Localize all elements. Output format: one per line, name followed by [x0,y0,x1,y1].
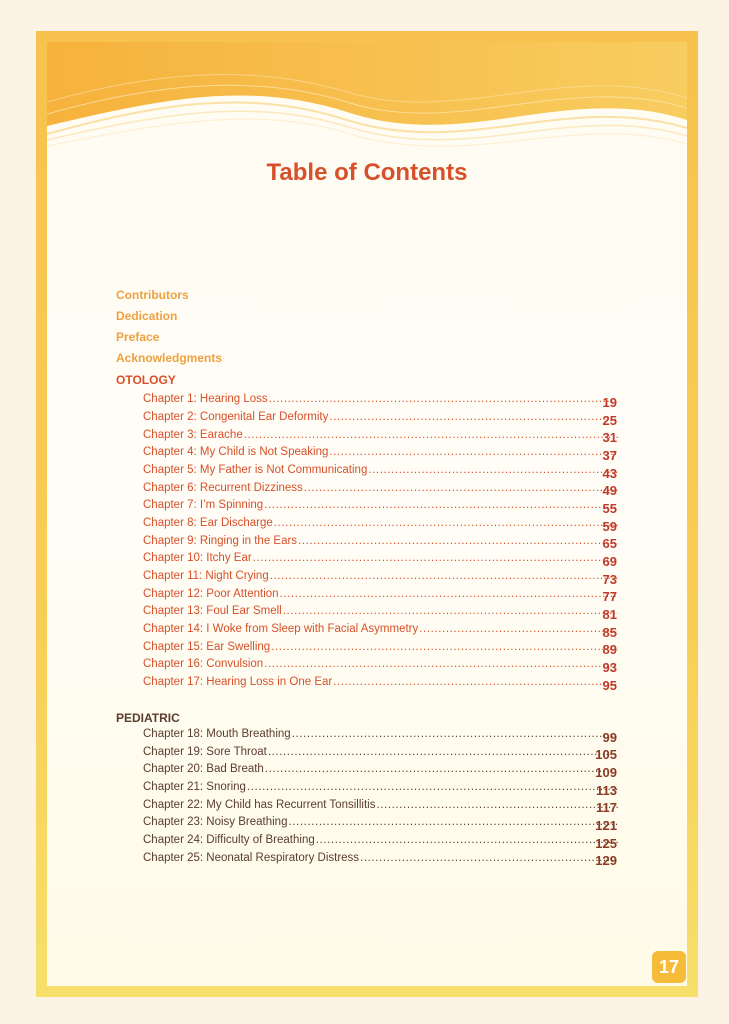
toc-entry-page: 69 [602,554,617,569]
leader-dots [316,834,618,846]
toc-entry-page: 113 [596,783,617,798]
toc-entry-label: Chapter 21: Snoring [143,781,246,793]
toc-entry-page: 65 [602,536,617,551]
leader-dots [329,446,618,458]
toc-entry-label: Chapter 17: Hearing Loss in One Ear [143,676,333,688]
toc-entry-label: Chapter 8: Ear Discharge [143,517,273,529]
toc-entry-label: Chapter 15: Ear Swelling [143,641,271,653]
toc-entry[interactable] [143,816,618,832]
toc-entry[interactable] [143,570,618,586]
toc-entry-page: 25 [602,413,617,428]
leader-dots [247,781,618,793]
toc-entry-page: 55 [602,501,617,516]
toc-entry-page: 129 [595,853,617,868]
toc-entry[interactable] [143,393,618,409]
header-wave-decoration [47,42,687,162]
leader-dots [268,746,618,758]
toc-entry-label: Chapter 11: Night Crying [143,570,269,582]
toc-entry-page: 19 [602,395,617,410]
toc-entry[interactable] [143,535,618,551]
leader-dots [292,728,618,740]
toc-entry-label: Chapter 16: Convulsion [143,658,264,670]
toc-entry-page: 105 [595,747,617,762]
toc-entry-page: 125 [595,836,617,851]
toc-entry[interactable] [143,746,618,762]
toc-entry-page: 73 [602,572,617,587]
toc-entry-label: Chapter 6: Recurrent Dizziness [143,482,303,494]
leader-dots [333,676,618,688]
toc-entry-page: 43 [602,466,617,481]
leader-dots [264,499,618,511]
toc-entry-page: 59 [602,519,617,534]
section-heading-otology: OTOLOGY [116,373,176,387]
toc-entry-label: Chapter 14: I Woke from Sleep with Facial Asymmetry [143,623,419,635]
toc-entry-page: 99 [602,730,617,745]
toc-entry[interactable] [143,499,618,515]
toc-entry[interactable] [143,552,618,568]
toc-entry-label: Chapter 23: Noisy Breathing [143,816,288,828]
toc-entry[interactable] [143,852,618,868]
toc-entry-page: 31 [602,430,617,445]
page-number-badge: 17 [652,951,686,983]
toc-entry-label: Chapter 25: Neonatal Respiratory Distress [143,852,360,864]
toc-entry-label: Chapter 3: Earache [143,429,243,441]
toc-entry-label: Chapter 20: Bad Breath [143,763,264,775]
toc-entry-label: Chapter 2: Congenital Ear Deformity [143,411,329,423]
toc-entry-page: 89 [602,642,617,657]
leader-dots [244,429,618,441]
toc-entry-page: 49 [602,483,617,498]
toc-entry-page: 81 [602,607,617,622]
toc-entry-label: Chapter 13: Foul Ear Smell [143,605,282,617]
page-title: Table of Contents [266,159,468,186]
toc-entry[interactable] [143,588,618,604]
leader-dots [274,517,618,529]
leader-dots [283,605,618,617]
toc-entry-label: Chapter 7: I’m Spinning [143,499,264,511]
toc-entry[interactable] [143,623,618,639]
toc-entry-page: 121 [595,818,617,833]
toc-entry-label: Chapter 10: Itchy Ear [143,552,252,564]
toc-entry[interactable] [143,605,618,621]
toc-entry[interactable] [143,482,618,498]
toc-entry-page: 109 [595,765,617,780]
toc-entry[interactable] [143,676,618,692]
toc-entry[interactable] [143,834,618,850]
leader-dots [288,816,618,828]
toc-item-contributors[interactable]: Contributors [116,288,189,302]
toc-entry-label: Chapter 4: My Child is Not Speaking [143,446,329,458]
toc-item-dedication[interactable]: Dedication [116,309,178,323]
leader-dots [269,393,618,405]
toc-entry-label: Chapter 19: Sore Throat [143,746,267,758]
leader-dots [280,588,618,600]
toc-entry-page: 37 [602,448,617,463]
toc-entry[interactable] [143,411,618,427]
toc-entry[interactable] [143,446,618,462]
toc-entry[interactable] [143,641,618,657]
toc-entry-page: 85 [602,625,617,640]
toc-entry-label: Chapter 1: Hearing Loss [143,393,268,405]
leader-dots [298,535,618,547]
document-page [47,42,687,986]
toc-entry-page: 117 [596,800,617,815]
leader-dots [304,482,618,494]
toc-entry[interactable] [143,429,618,445]
toc-entry-label: Chapter 12: Poor Attention [143,588,279,600]
toc-entry-label: Chapter 5: My Father is Not Communicating [143,464,368,476]
toc-entry[interactable] [143,781,618,797]
toc-entry-page: 93 [602,660,617,675]
leader-dots [270,570,618,582]
toc-entry-label: Chapter 9: Ringing in the Ears [143,535,298,547]
toc-entry-label: Chapter 24: Difficulty of Breathing [143,834,315,846]
leader-dots [265,763,618,775]
section-heading-pediatric: PEDIATRIC [116,711,180,725]
toc-item-acknowledgments[interactable]: Acknowledgments [116,351,223,365]
leader-dots [329,411,618,423]
toc-entry[interactable] [143,763,618,779]
leader-dots [271,641,618,653]
toc-entry-label: Chapter 18: Mouth Breathing [143,728,291,740]
toc-entry[interactable] [143,799,618,815]
toc-entry-page: 77 [602,589,617,604]
toc-entry[interactable] [143,464,618,480]
toc-entry[interactable] [143,658,618,674]
leader-dots [264,658,618,670]
toc-item-preface[interactable]: Preface [116,330,160,344]
toc-entry[interactable] [143,728,618,744]
toc-entry-label: Chapter 22: My Child has Recurrent Tonsillitis [143,799,376,811]
leader-dots [253,552,618,564]
toc-entry-page: 95 [602,678,617,693]
toc-entry[interactable] [143,517,618,533]
